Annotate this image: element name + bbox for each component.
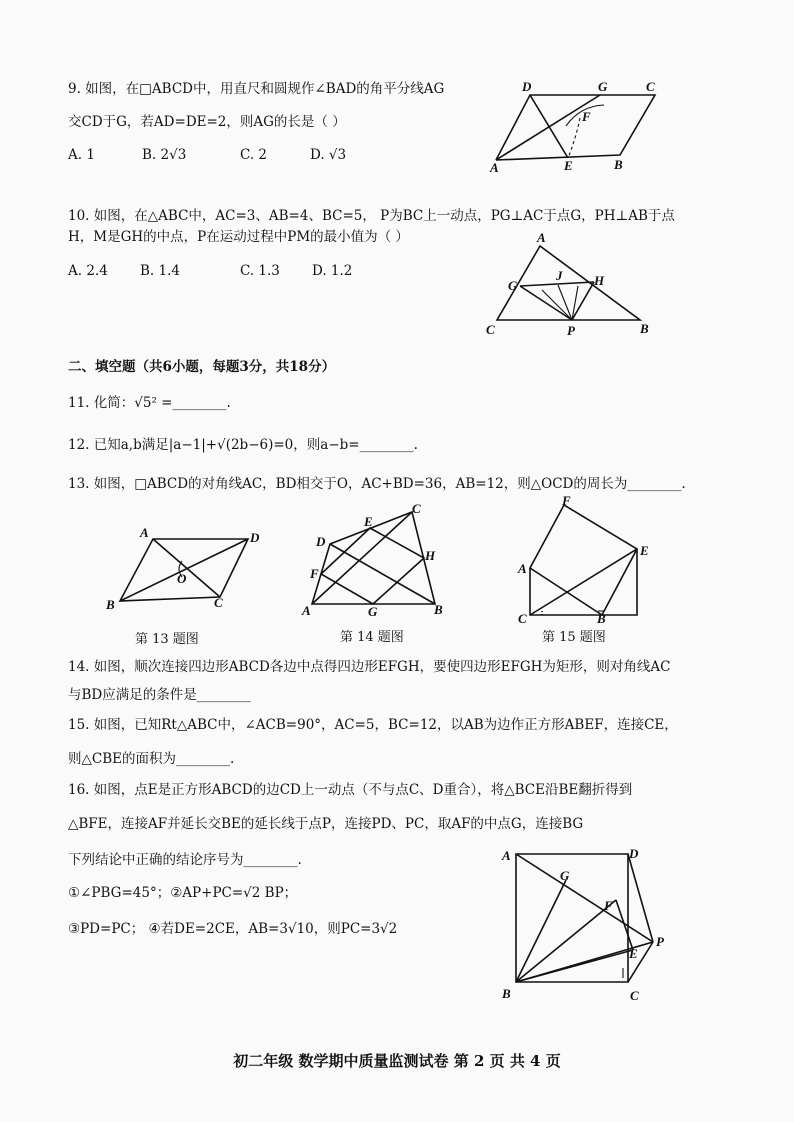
fig14-label-h: H xyxy=(425,548,436,563)
fig14-caption: 第 14 题图 xyxy=(340,630,404,645)
q9-figure xyxy=(480,78,680,178)
section-2-heading: 二、填空题（共6小题，每题3分，共18分） xyxy=(68,359,336,375)
q15-line2: 则△CBE的面积为________. xyxy=(68,751,235,767)
q16-conclusions-3-4: ③PD=PC； ④若DE=2CE，AB=3√10，则PC=3√2 xyxy=(68,921,398,937)
q10-option-d: D. 1.2 xyxy=(312,263,353,279)
fig14-label-a: A xyxy=(302,603,311,618)
q10-label-b: B xyxy=(640,321,649,336)
fig15 xyxy=(512,495,672,625)
q16-label-b: B xyxy=(502,986,511,1001)
q10-option-a: A. 2.4 xyxy=(68,263,108,279)
q10-label-g: G xyxy=(508,278,518,293)
q9-option-c: C. 2 xyxy=(240,147,268,163)
q10-label-c: C xyxy=(486,322,495,337)
fig13-label-b: B xyxy=(106,597,115,612)
fig13-label-o: O xyxy=(177,571,187,586)
q9-label-d: D xyxy=(522,79,532,94)
fig15-label-a: A xyxy=(518,561,527,576)
q16-line2: △BFE，连接AF并延长交BE的延长线于点P，连接PD、PC，取AF的中点G，连接BG xyxy=(68,816,584,832)
q14-line1: 14. 如图，顺次连接四边形ABCD各边中点得四边形EFGH，要使四边形EFGH为矩形，则对角线AC xyxy=(68,659,671,675)
q9-option-d: D. √3 xyxy=(310,147,347,163)
q15-line1: 15. 如图，已知Rt△ABC中，∠ACB=90°，AC=5，BC=12，以AB为边作正方形ABEF，连接CE， xyxy=(68,717,678,733)
q16-label-c: C xyxy=(630,988,639,1003)
q11-text: 11. 化简：√5² =________. xyxy=(68,395,231,411)
q10-label-h: H xyxy=(594,273,605,288)
fig13-label-a: A xyxy=(140,525,149,540)
fig14-label-f: F xyxy=(310,566,319,581)
q16-label-a: A xyxy=(502,848,511,863)
q10-line1: 10. 如图，在△ABC中，AC=3、AB=4、BC=5， P为BC上一动点，PG⊥AC于点G，PH⊥AB于点 xyxy=(68,208,675,224)
q10-figure xyxy=(480,232,670,342)
q16-label-p: P xyxy=(656,934,664,949)
q12-text: 12. 已知a,b满足|a−1|+√(2b−6)=0，则a−b=________. xyxy=(68,437,418,453)
q9-line2: 交CD于G，若AD=DE=2，则AG的长是（ ） xyxy=(68,114,346,130)
q9-label-f: F xyxy=(582,109,591,124)
fig14-label-b: B xyxy=(434,602,443,617)
q14-line2: 与BD应满足的条件是________ xyxy=(68,687,251,703)
q9-label-g: G xyxy=(598,79,608,94)
fig15-label-c: C xyxy=(518,611,527,626)
q16-figure xyxy=(498,840,688,1015)
q9-label-b: B xyxy=(614,157,623,172)
fig15-label-e: E xyxy=(640,543,649,558)
q16-conclusions-1-2: ①∠PBG=45°；②AP+PC=√2 BP； xyxy=(68,885,298,901)
q9-label-a: A xyxy=(490,160,499,175)
fig13-label-c: C xyxy=(214,595,223,610)
q9-label-c: C xyxy=(646,79,655,94)
fig14 xyxy=(300,500,460,620)
fig13 xyxy=(98,525,268,615)
q16-label-e: E xyxy=(629,946,638,961)
fig15-label-f: F xyxy=(562,493,571,508)
q10-option-b: B. 1.4 xyxy=(140,263,180,279)
fig14-label-d: D xyxy=(316,534,326,549)
q16-line3: 下列结论中正确的结论序号为________. xyxy=(68,852,302,868)
q10-option-c: C. 1.3 xyxy=(240,263,280,279)
fig13-caption: 第 13 题图 xyxy=(135,632,199,647)
q16-label-d: D xyxy=(629,846,639,861)
q9-label-e: E xyxy=(564,158,573,173)
q16-label-g: G xyxy=(560,868,570,883)
q9-line1: 9. 如图，在□ABCD中，用直尺和圆规作∠BAD的角平分线AG xyxy=(68,81,445,97)
fig13-label-d: D xyxy=(250,530,260,545)
fig15-label-b: B xyxy=(597,611,606,626)
q13-text: 13. 如图，□ABCD的对角线AC，BD相交于O，AC+BD=36，AB=12，则△OCD的周长为________. xyxy=(68,476,686,492)
q10-label-a: A xyxy=(537,230,546,245)
q10-label-p: P xyxy=(567,323,575,338)
q9-option-b: B. 2√3 xyxy=(142,147,187,163)
fig14-label-e: E xyxy=(364,514,373,529)
page-footer: 初二年级 数学期中质量监测试卷 第 2 页 共 4 页 xyxy=(233,1052,561,1070)
fig15-caption: 第 15 题图 xyxy=(542,630,606,645)
q10-label-j: J xyxy=(556,268,563,283)
q10-line2: H，M是GH的中点，P在运动过程中PM的最小值为（ ） xyxy=(68,229,409,245)
q16-label-f: F xyxy=(604,898,613,913)
fig14-label-c: C xyxy=(412,501,421,516)
q9-option-a: A. 1 xyxy=(68,147,95,163)
q16-line1: 16. 如图，点E是正方形ABCD的边CD上一动点（不与点C、D重合），将△BCE沿BE翻折得到 xyxy=(68,782,633,798)
fig14-label-g: G xyxy=(368,604,378,619)
